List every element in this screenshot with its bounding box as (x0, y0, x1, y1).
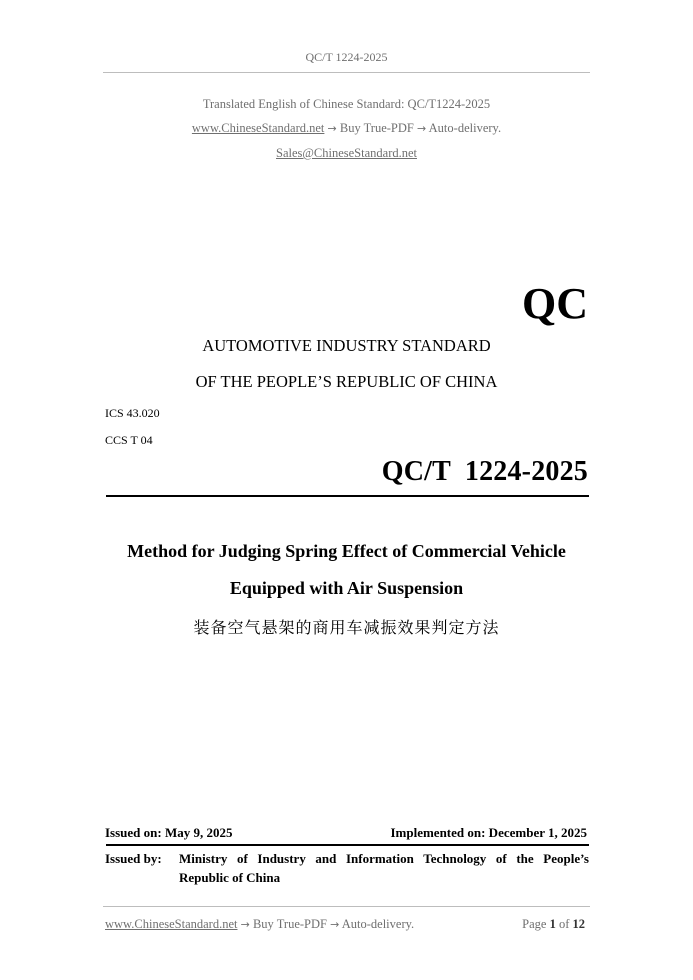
ics-code: ICS 43.020 (105, 406, 160, 420)
buy-text: Buy True-PDF (339, 121, 414, 135)
website-link[interactable]: www.ChineseStandard.net (191, 121, 325, 135)
issued-by-label: Issued by: (105, 851, 162, 866)
standard-type-line2: OF THE PEOPLE’S REPUBLIC OF CHINA (195, 372, 498, 391)
page-label: Page (522, 917, 547, 931)
running-header: QC/T 1224-2025 (305, 50, 388, 64)
issued-on: Issued on: May 9, 2025 (105, 825, 233, 840)
document-title-line2: Equipped with Air Suspension (229, 578, 464, 598)
standard-type-line1: AUTOMOTIVE INDUSTRY STANDARD (202, 336, 491, 355)
purchase-line (0, 121, 693, 136)
arrow-right-icon: → (240, 918, 250, 931)
delivery-text: Auto-delivery. (428, 121, 502, 135)
issuing-authority-line1: Ministry of Industry and Information Technology of the People’s (179, 851, 589, 866)
qc-logo: QC (522, 279, 588, 328)
page-indicator (522, 917, 585, 932)
arrow-right-icon: → (327, 122, 337, 135)
issued-divider (106, 844, 589, 846)
document-title-chinese: 装备空气悬架的商用车减振效果判定方法 (193, 618, 500, 637)
page-total: 12 (572, 917, 585, 931)
footer-delivery-text: Auto-delivery. (341, 917, 415, 931)
arrow-right-icon: → (417, 122, 427, 135)
translation-notice: Translated English of Chinese Standard: QC/T1224-2025 (202, 97, 491, 111)
ccs-code: CCS T 04 (105, 433, 153, 447)
document-title-line1: Method for Judging Spring Effect of Commercial Vehicle (127, 541, 566, 561)
page-of: of (558, 917, 570, 931)
issuing-authority-line2: Republic of China (179, 870, 281, 885)
footer-website-link[interactable]: www.ChineseStandard.net (105, 917, 238, 931)
footer-purchase-line (105, 917, 414, 932)
footer-divider (103, 906, 590, 907)
implemented-on: Implemented on: December 1, 2025 (390, 825, 587, 840)
standard-number: QC/T 1224-2025 (381, 456, 588, 487)
arrow-right-icon: → (330, 918, 340, 931)
title-divider (106, 495, 589, 497)
header-divider (103, 72, 590, 73)
page-current: 1 (549, 917, 556, 931)
sales-email-link[interactable]: Sales@ChineseStandard.net (276, 146, 417, 160)
footer-buy-text: Buy True-PDF (252, 917, 327, 931)
email-line (0, 146, 693, 161)
